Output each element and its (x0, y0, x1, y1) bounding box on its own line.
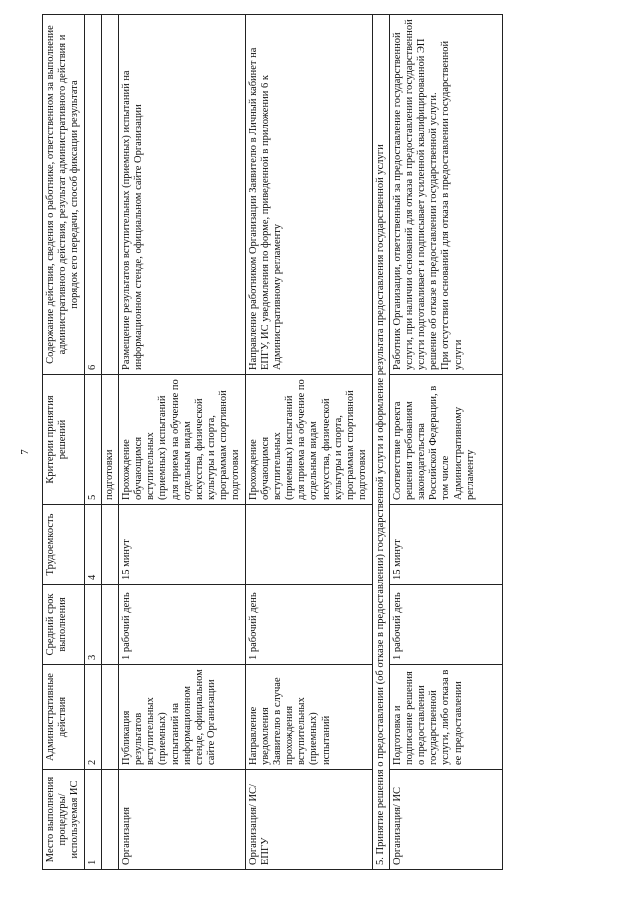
table-cell (101, 770, 118, 870)
cell-place: Организация/ ИС/ЕПГУ (245, 770, 372, 870)
header-labor: Трудоемкость (43, 505, 85, 585)
header-content: Содержание действия, сведения о работнике, ответственном за выполнение административного действия, результат административного действия и порядок его передачи, способ фиксации результата (43, 15, 85, 375)
cell-criteria: Прохождение обучающимся вступительных (приемных) испытаний для приема на обучение по отдельным видам искусства, физической культуры и спорта, программам спортивной подготовки (118, 375, 245, 505)
cell-labor (245, 505, 372, 585)
content-paragraph: При отсутствии оснований для отказа в предоставлении государственной услуги (440, 40, 464, 370)
section-title: 5. Принятие решения о предоставлении (об отказе в предоставлении) государственной услуги и оформление результата предоставления государственной услуги (372, 15, 389, 870)
cell-content: Направление работником Организации Заявителю в Личный кабинет на ЕПГУ, ИС уведомления по форме, приведенной в приложении 6 к Административному регламенту (245, 15, 372, 375)
column-number: 5 (84, 375, 101, 505)
content-paragraph: Работник Организации, ответственный за предоставление государственной услуги, при наличии оснований для отказа в предоставлении государственной услуги подготавливает и подписывает усиленной квалифицированной ЭП решение об отказе в предоставлении государственной услуги. (391, 19, 440, 370)
header-criteria: Критерии принятия решений (43, 375, 85, 505)
cell-place: Организация/ ИС (389, 770, 502, 870)
cell-place: Организация (118, 770, 245, 870)
column-number-row (84, 15, 101, 870)
procedure-table (42, 14, 503, 870)
cell-action: Подготовка и подписание решения о предоставлении государственной услуги, либо отказа в ее предоставлении (389, 665, 502, 770)
table-cell (101, 505, 118, 585)
cell-labor: 15 минут (389, 505, 502, 585)
cell-criteria: Прохождение обучающимся вступительных (приемных) испытаний для приема на обучение по отдельным видам искусства, физической культуры и спорта, программам спортивной подготовки (245, 375, 372, 505)
cell-action: Направление уведомления Заявителю в случае прохождения вступительных (приемных) испытаний (245, 665, 372, 770)
header-action: Административные действия (43, 665, 85, 770)
rotated-table-inner (42, 15, 627, 870)
header-place: Место выполнения процедуры/ используемая ИС (43, 770, 85, 870)
column-number: 4 (84, 505, 101, 585)
column-number: 1 (84, 770, 101, 870)
table-row (389, 15, 502, 870)
section-row (372, 15, 389, 870)
cell-criteria: Соответствие проекта решения требованиям законодательства Российской Федерации, в том числе Административному регламенту (389, 375, 502, 505)
table-row (118, 15, 245, 870)
table-row (245, 15, 372, 870)
continuation-row (101, 15, 118, 870)
table-cell (101, 665, 118, 770)
continuation-cell: подготовки (101, 375, 118, 505)
cell-term: 1 рабочий день (245, 585, 372, 665)
cell-labor: 15 минут (118, 505, 245, 585)
header-row (43, 15, 85, 870)
header-term: Средний срок выполнения (43, 585, 85, 665)
table-cell (101, 585, 118, 665)
column-number: 2 (84, 665, 101, 770)
column-number: 6 (84, 15, 101, 375)
cell-term: 1 рабочий день (118, 585, 245, 665)
page-number: 7 (18, 449, 31, 455)
cell-action: Публикация результатов вступительных (приемных) испытаний на информационном стенде, официальном сайте Организации (118, 665, 245, 770)
table-cell (101, 15, 118, 375)
cell-content: Размещение результатов вступительных (приемных) испытаний на информационном стенде, официальном сайте Организации (118, 15, 245, 375)
cell-term: 1 рабочий день (389, 585, 502, 665)
column-number: 3 (84, 585, 101, 665)
rotated-table-wrapper (42, 15, 627, 870)
cell-content (389, 15, 502, 375)
